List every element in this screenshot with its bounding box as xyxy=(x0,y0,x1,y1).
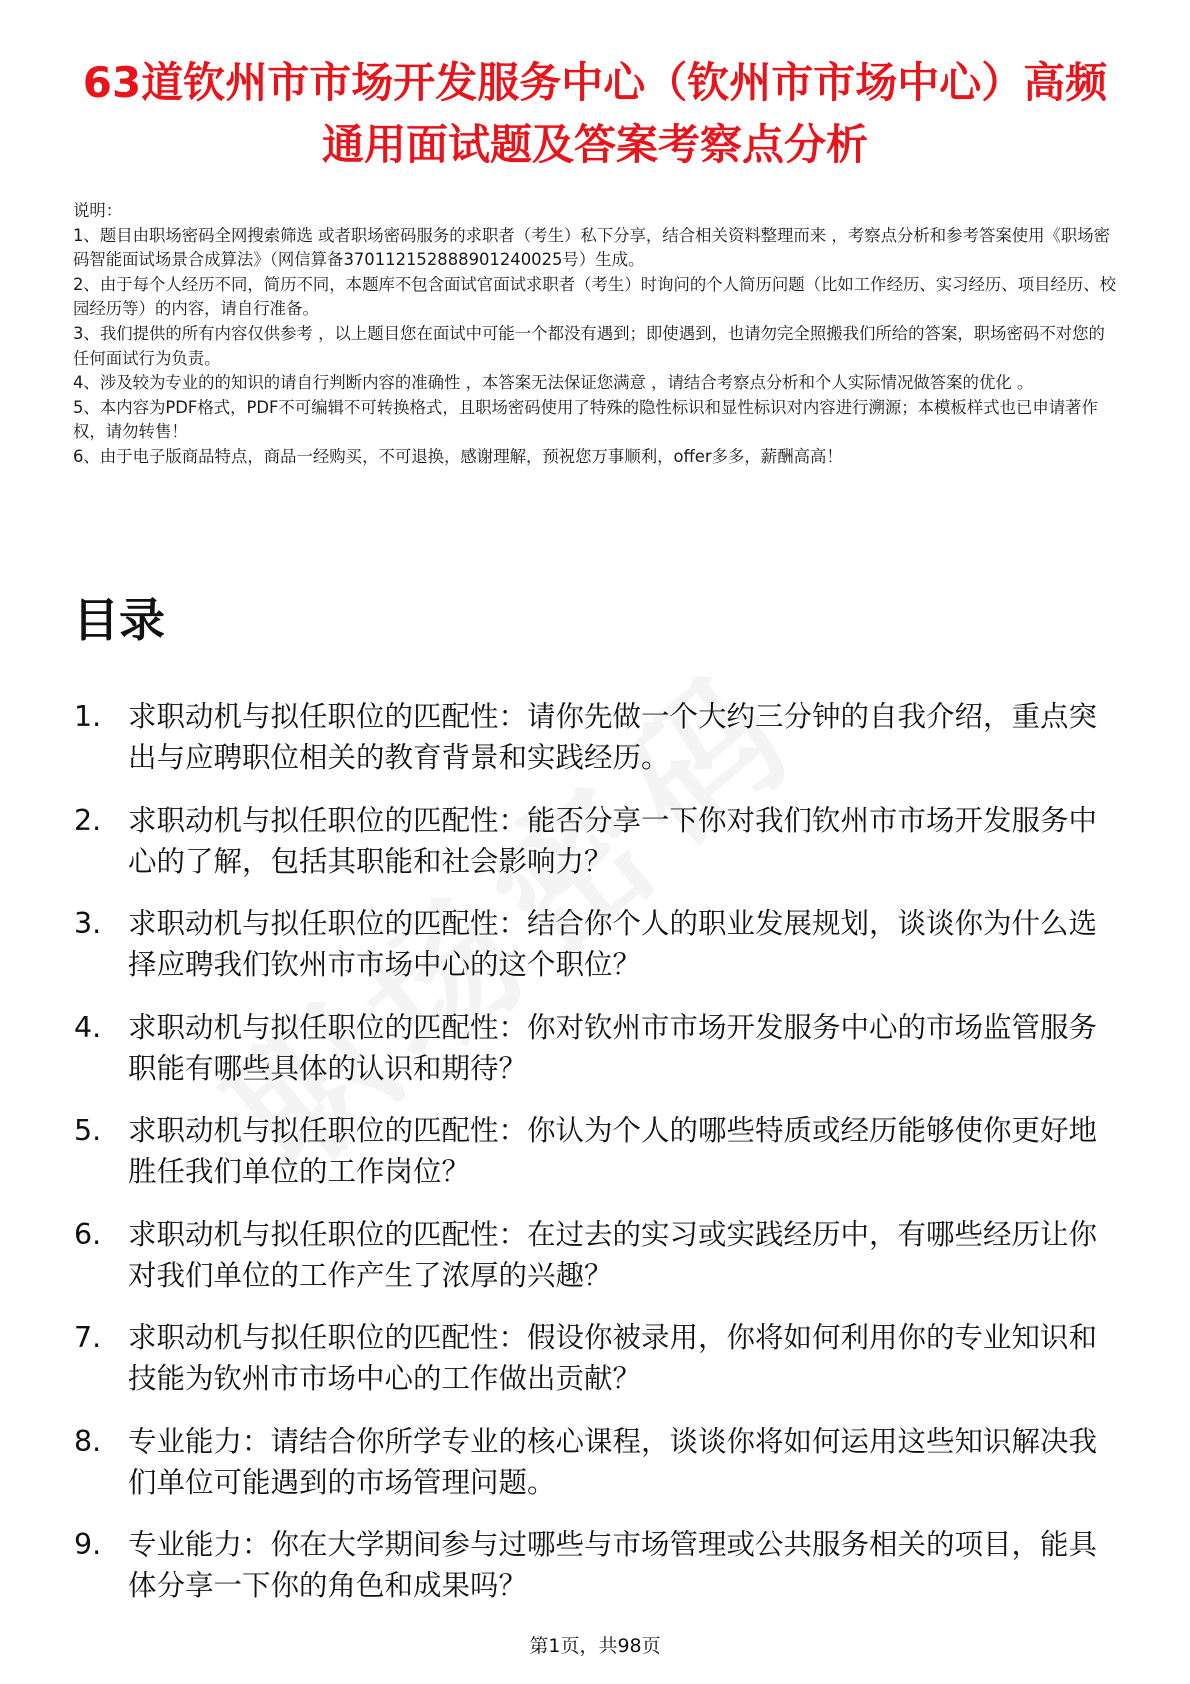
note-item: 5、本内容为PDF格式，PDF不可编辑不可转换格式，且职场密码使用了特殊的隐性标识和显性标识对内容进行溯源；本模板样式也已申请著作权，请勿转售！ xyxy=(73,397,1098,442)
toc-list xyxy=(74,696,1122,1628)
toc-item-text: 求职动机与拟任职位的匹配性：在过去的实习或实践经历中，有哪些经历让你对我们单位的工作产生了浓厚的兴趣？ xyxy=(128,1217,1098,1292)
notes-section xyxy=(73,199,1119,470)
toc-item[interactable] xyxy=(74,1214,1122,1296)
toc-item[interactable] xyxy=(74,800,1122,882)
note-item: 3、我们提供的所有内容仅供参考 ，以上题目您在面试中可能一个都没有遇到；即使遇到，也请勿完全照搬我们所给的答案，职场密码不对您的任何面试行为负责。 xyxy=(73,323,1105,368)
toc-item[interactable] xyxy=(74,696,1122,778)
toc-item-number: 8. xyxy=(74,1424,102,1458)
toc-heading: 目录 xyxy=(73,593,165,647)
toc-item-number: 3. xyxy=(74,907,102,940)
document-title: 63道钦州市市场开发服务中心（钦州市市场中心）高频通用面试题及答案考察点分析 xyxy=(82,58,1108,169)
toc-item-number: 7. xyxy=(74,1321,102,1354)
toc-item-text: 求职动机与拟任职位的匹配性：能否分享一下你对我们钦州市市场开发服务中心的了解，包括其职能和社会影响力？ xyxy=(128,803,1098,878)
toc-item[interactable] xyxy=(74,1421,1122,1503)
toc-item-text: 求职动机与拟任职位的匹配性：请你先做一个大约三分钟的自我介绍，重点突出与应聘职位相关的教育背景和实践经历。 xyxy=(128,700,1098,774)
toc-item[interactable] xyxy=(74,1524,1122,1606)
toc-item-number: 6. xyxy=(74,1217,102,1251)
note-item: 6、由于电子版商品特点，商品一经购买，不可退换，感谢理解，预祝您万事顺利，offer多多，薪酬高高！ xyxy=(73,446,843,466)
toc-item[interactable] xyxy=(74,1110,1122,1192)
toc-item-text: 求职动机与拟任职位的匹配性：你认为个人的哪些特质或经历能够使你更好地胜任我们单位的工作岗位？ xyxy=(128,1114,1098,1188)
toc-item-number: 4. xyxy=(74,1010,102,1044)
toc-item-number: 5. xyxy=(74,1114,102,1147)
toc-item-text: 专业能力：你在大学期间参与过哪些与市场管理或公共服务相关的项目，能具体分享一下你的角色和成果吗？ xyxy=(128,1528,1098,1602)
toc-item-text: 专业能力：请结合你所学专业的核心课程，谈谈你将如何运用这些知识解决我们单位可能遇到的市场管理问题。 xyxy=(128,1424,1098,1499)
toc-item-text: 求职动机与拟任职位的匹配性：结合你个人的职业发展规划，谈谈你为什么选择应聘我们钦州市市场中心的这个职位？ xyxy=(128,907,1098,981)
toc-item-number: 9. xyxy=(74,1528,102,1561)
toc-item[interactable] xyxy=(74,1317,1122,1399)
toc-item-number: 1. xyxy=(74,700,102,733)
note-item: 2、由于每个人经历不同，简历不同，本题库不包含面试官面试求职者（考生）时询问的个人简历问题（比如工作经历、实习经历、项目经历、校园经历等）的内容，请自行准备。 xyxy=(73,274,1117,319)
note-item: 1、题目由职场密码全网搜索筛选 或者职场密码服务的求职者（考生）私下分享，结合相关资料整理而来 ，考察点分析和参考答案使用《职场密码智能面试场景合成算法》（网信算备370112152888901240025号）生成。 xyxy=(73,225,1111,270)
toc-item[interactable] xyxy=(74,1007,1122,1089)
note-item: 4、涉及较为专业的的知识的请自行判断内容的准确性 ，本答案无法保证您满意 ，请结合考察点分析和个人实际情况做答案的优化 。 xyxy=(73,373,1034,393)
toc-item[interactable] xyxy=(74,903,1122,985)
toc-item-number: 2. xyxy=(74,803,102,837)
toc-item-text: 求职动机与拟任职位的匹配性：你对钦州市市场开发服务中心的市场监管服务职能有哪些具体的认识和期待？ xyxy=(128,1010,1098,1085)
page-number: 第1页，共98页 xyxy=(529,1635,661,1657)
toc-item-text: 求职动机与拟任职位的匹配性：假设你被录用，你将如何利用你的专业知识和技能为钦州市市场中心的工作做出贡献？ xyxy=(128,1321,1098,1395)
notes-heading: 说明： xyxy=(73,201,123,220)
